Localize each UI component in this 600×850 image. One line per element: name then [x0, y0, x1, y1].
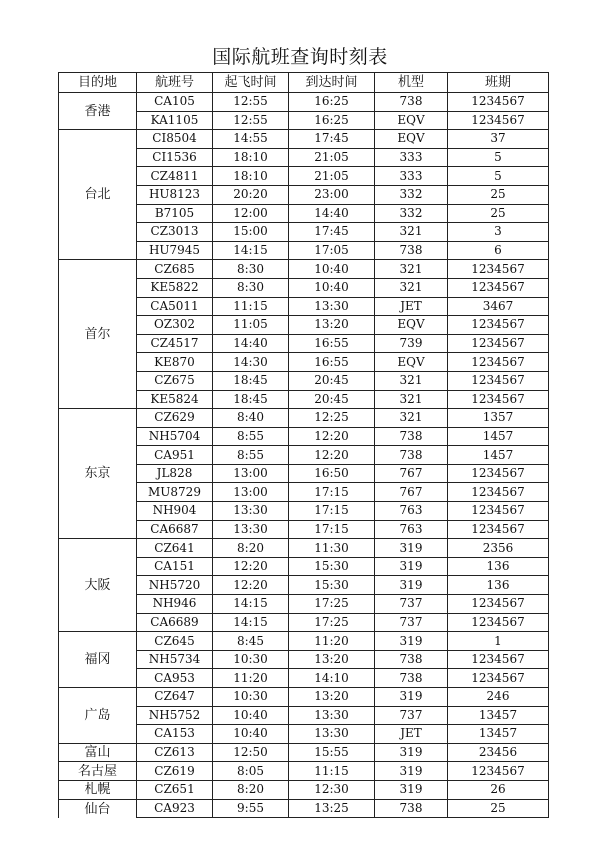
departure-time-cell: 8:40 [213, 409, 289, 428]
destination-cell: 首尔 [59, 260, 137, 409]
schedule-days-cell: 1234567 [448, 111, 549, 130]
aircraft-type-cell: 321 [375, 390, 448, 409]
arrival-time-cell: 17:15 [289, 520, 375, 539]
arrival-time-cell: 12:20 [289, 427, 375, 446]
table-row [59, 409, 549, 428]
aircraft-type-cell: EQV [375, 316, 448, 335]
departure-time-cell: 13:30 [213, 502, 289, 521]
arrival-time-cell: 15:30 [289, 557, 375, 576]
departure-time-cell: 12:55 [213, 111, 289, 130]
departure-time-cell: 18:10 [213, 167, 289, 186]
table-row [59, 688, 549, 707]
table-row [59, 130, 549, 149]
schedule-days-cell: 1234567 [448, 353, 549, 372]
schedule-days-cell: 136 [448, 557, 549, 576]
schedule-days-cell: 25 [448, 204, 549, 223]
departure-time-cell: 18:45 [213, 371, 289, 390]
header-row [59, 73, 549, 93]
arrival-time-cell: 16:55 [289, 334, 375, 353]
aircraft-type-cell: JET [375, 725, 448, 744]
aircraft-type-cell: EQV [375, 111, 448, 130]
aircraft-type-cell: 763 [375, 520, 448, 539]
flight-number-cell: CA151 [137, 557, 213, 576]
schedule-days-cell: 1234567 [448, 260, 549, 279]
header-arrival-time: 到达时间 [289, 73, 375, 93]
arrival-time-cell: 13:30 [289, 706, 375, 725]
flight-number-cell: B7105 [137, 204, 213, 223]
departure-time-cell: 18:10 [213, 148, 289, 167]
departure-time-cell: 12:55 [213, 93, 289, 112]
aircraft-type-cell: 738 [375, 669, 448, 688]
destination-cell: 东京 [59, 409, 137, 539]
schedule-days-cell: 1234567 [448, 278, 549, 297]
departure-time-cell: 13:00 [213, 464, 289, 483]
aircraft-type-cell: 739 [375, 334, 448, 353]
destination-cell: 仙台 [59, 799, 137, 818]
aircraft-type-cell: 767 [375, 483, 448, 502]
flight-number-cell: KA1105 [137, 111, 213, 130]
arrival-time-cell: 13:20 [289, 650, 375, 669]
header-destination: 目的地 [59, 73, 137, 93]
flight-number-cell: CI1536 [137, 148, 213, 167]
departure-time-cell: 14:15 [213, 241, 289, 260]
aircraft-type-cell: 321 [375, 371, 448, 390]
aircraft-type-cell: 767 [375, 464, 448, 483]
aircraft-type-cell: 319 [375, 539, 448, 558]
schedule-days-cell: 1234567 [448, 371, 549, 390]
aircraft-type-cell: 737 [375, 595, 448, 614]
schedule-days-cell: 246 [448, 688, 549, 707]
schedule-days-cell: 1234567 [448, 483, 549, 502]
flight-number-cell: CA5011 [137, 297, 213, 316]
flight-number-cell: CZ3013 [137, 223, 213, 242]
departure-time-cell: 10:40 [213, 706, 289, 725]
table-row [59, 539, 549, 558]
flight-number-cell: CA951 [137, 446, 213, 465]
departure-time-cell: 10:30 [213, 688, 289, 707]
aircraft-type-cell: 321 [375, 409, 448, 428]
schedule-days-cell: 1234567 [448, 613, 549, 632]
schedule-days-cell: 1234567 [448, 334, 549, 353]
aircraft-type-cell: 332 [375, 204, 448, 223]
destination-cell: 广岛 [59, 688, 137, 744]
flight-number-cell: CZ641 [137, 539, 213, 558]
header-departure-time: 起飞时间 [213, 73, 289, 93]
flight-number-cell: NH904 [137, 502, 213, 521]
flight-number-cell: CA105 [137, 93, 213, 112]
aircraft-type-cell: 738 [375, 427, 448, 446]
flight-number-cell: CA953 [137, 669, 213, 688]
table-row [59, 799, 549, 818]
arrival-time-cell: 16:50 [289, 464, 375, 483]
schedule-days-cell: 1 [448, 632, 549, 651]
table-row [59, 632, 549, 651]
arrival-time-cell: 17:15 [289, 483, 375, 502]
aircraft-type-cell: 319 [375, 688, 448, 707]
schedule-days-cell: 1234567 [448, 520, 549, 539]
departure-time-cell: 15:00 [213, 223, 289, 242]
arrival-time-cell: 13:25 [289, 799, 375, 818]
departure-time-cell: 14:15 [213, 613, 289, 632]
arrival-time-cell: 11:30 [289, 539, 375, 558]
schedule-days-cell: 1457 [448, 427, 549, 446]
table-row [59, 743, 549, 762]
flight-number-cell: NH5704 [137, 427, 213, 446]
departure-time-cell: 13:00 [213, 483, 289, 502]
destination-cell: 富山 [59, 743, 137, 762]
departure-time-cell: 10:30 [213, 650, 289, 669]
table-row [59, 780, 549, 799]
schedule-days-cell: 3467 [448, 297, 549, 316]
schedule-days-cell: 37 [448, 130, 549, 149]
schedule-days-cell: 25 [448, 185, 549, 204]
arrival-time-cell: 17:45 [289, 223, 375, 242]
arrival-time-cell: 15:30 [289, 576, 375, 595]
aircraft-type-cell: 319 [375, 780, 448, 799]
aircraft-type-cell: 738 [375, 650, 448, 669]
schedule-days-cell: 136 [448, 576, 549, 595]
schedule-days-cell: 3 [448, 223, 549, 242]
flight-number-cell: KE5824 [137, 390, 213, 409]
schedule-days-cell: 13457 [448, 725, 549, 744]
arrival-time-cell: 16:25 [289, 93, 375, 112]
arrival-time-cell: 14:10 [289, 669, 375, 688]
arrival-time-cell: 12:20 [289, 446, 375, 465]
schedule-days-cell: 5 [448, 167, 549, 186]
table-row [59, 260, 549, 279]
aircraft-type-cell: 333 [375, 167, 448, 186]
aircraft-type-cell: 737 [375, 706, 448, 725]
departure-time-cell: 8:55 [213, 427, 289, 446]
departure-time-cell: 12:00 [213, 204, 289, 223]
flight-number-cell: CZ647 [137, 688, 213, 707]
departure-time-cell: 14:55 [213, 130, 289, 149]
flight-number-cell: CA153 [137, 725, 213, 744]
departure-time-cell: 20:20 [213, 185, 289, 204]
flight-number-cell: KE870 [137, 353, 213, 372]
destination-cell: 札幌 [59, 780, 137, 799]
flight-number-cell: NH5734 [137, 650, 213, 669]
schedule-days-cell: 1357 [448, 409, 549, 428]
flight-number-cell: HU7945 [137, 241, 213, 260]
flight-number-cell: CZ629 [137, 409, 213, 428]
schedule-days-cell: 1234567 [448, 502, 549, 521]
arrival-time-cell: 20:45 [289, 390, 375, 409]
departure-time-cell: 12:50 [213, 743, 289, 762]
arrival-time-cell: 10:40 [289, 278, 375, 297]
arrival-time-cell: 12:25 [289, 409, 375, 428]
schedule-days-cell: 1234567 [448, 390, 549, 409]
aircraft-type-cell: 319 [375, 743, 448, 762]
arrival-time-cell: 20:45 [289, 371, 375, 390]
departure-time-cell: 8:30 [213, 260, 289, 279]
departure-time-cell: 8:30 [213, 278, 289, 297]
table-row [59, 93, 549, 112]
arrival-time-cell: 17:15 [289, 502, 375, 521]
aircraft-type-cell: 333 [375, 148, 448, 167]
page-title: 国际航班查询时刻表 [212, 46, 388, 68]
schedule-days-cell: 1234567 [448, 595, 549, 614]
schedule-days-cell: 23456 [448, 743, 549, 762]
arrival-time-cell: 15:55 [289, 743, 375, 762]
arrival-time-cell: 21:05 [289, 167, 375, 186]
aircraft-type-cell: EQV [375, 130, 448, 149]
arrival-time-cell: 12:30 [289, 780, 375, 799]
aircraft-type-cell: 738 [375, 446, 448, 465]
departure-time-cell: 11:05 [213, 316, 289, 335]
flight-schedule-table [58, 72, 549, 818]
aircraft-type-cell: 319 [375, 762, 448, 781]
aircraft-type-cell: 738 [375, 799, 448, 818]
table-body [59, 73, 549, 818]
flight-number-cell: CZ685 [137, 260, 213, 279]
flight-number-cell: CA6689 [137, 613, 213, 632]
flight-number-cell: NH5720 [137, 576, 213, 595]
arrival-time-cell: 11:15 [289, 762, 375, 781]
schedule-days-cell: 1234567 [448, 316, 549, 335]
schedule-days-cell: 13457 [448, 706, 549, 725]
aircraft-type-cell: 332 [375, 185, 448, 204]
aircraft-type-cell: 738 [375, 93, 448, 112]
departure-time-cell: 12:20 [213, 576, 289, 595]
aircraft-type-cell: 319 [375, 576, 448, 595]
departure-time-cell: 11:20 [213, 669, 289, 688]
aircraft-type-cell: 737 [375, 613, 448, 632]
departure-time-cell: 8:45 [213, 632, 289, 651]
flight-number-cell: CZ619 [137, 762, 213, 781]
destination-cell: 福冈 [59, 632, 137, 688]
arrival-time-cell: 13:20 [289, 316, 375, 335]
flight-number-cell: HU8123 [137, 185, 213, 204]
departure-time-cell: 13:30 [213, 520, 289, 539]
schedule-days-cell: 6 [448, 241, 549, 260]
arrival-time-cell: 13:30 [289, 297, 375, 316]
schedule-days-cell: 5 [448, 148, 549, 167]
departure-time-cell: 8:05 [213, 762, 289, 781]
flight-number-cell: JL828 [137, 464, 213, 483]
flight-number-cell: NH5752 [137, 706, 213, 725]
destination-cell: 香港 [59, 93, 137, 130]
flight-number-cell: OZ302 [137, 316, 213, 335]
arrival-time-cell: 23:00 [289, 185, 375, 204]
schedule-days-cell: 1234567 [448, 464, 549, 483]
header-schedule-days: 班期 [448, 73, 549, 93]
arrival-time-cell: 16:55 [289, 353, 375, 372]
departure-time-cell: 11:15 [213, 297, 289, 316]
arrival-time-cell: 17:25 [289, 595, 375, 614]
flight-number-cell: CZ645 [137, 632, 213, 651]
arrival-time-cell: 16:25 [289, 111, 375, 130]
departure-time-cell: 10:40 [213, 725, 289, 744]
flight-number-cell: CZ4517 [137, 334, 213, 353]
arrival-time-cell: 17:25 [289, 613, 375, 632]
schedule-days-cell: 1457 [448, 446, 549, 465]
arrival-time-cell: 11:20 [289, 632, 375, 651]
flight-number-cell: KE5822 [137, 278, 213, 297]
flight-number-cell: CZ651 [137, 780, 213, 799]
schedule-days-cell: 1234567 [448, 762, 549, 781]
destination-cell: 名古屋 [59, 762, 137, 781]
aircraft-type-cell: 763 [375, 502, 448, 521]
schedule-days-cell: 2356 [448, 539, 549, 558]
arrival-time-cell: 10:40 [289, 260, 375, 279]
schedule-days-cell: 25 [448, 799, 549, 818]
departure-time-cell: 12:20 [213, 557, 289, 576]
departure-time-cell: 9:55 [213, 799, 289, 818]
departure-time-cell: 14:40 [213, 334, 289, 353]
flight-number-cell: CZ4811 [137, 167, 213, 186]
arrival-time-cell: 13:20 [289, 688, 375, 707]
departure-time-cell: 8:20 [213, 780, 289, 799]
flight-number-cell: CI8504 [137, 130, 213, 149]
schedule-days-cell: 1234567 [448, 93, 549, 112]
flight-number-cell: CA6687 [137, 520, 213, 539]
schedule-days-cell: 26 [448, 780, 549, 799]
arrival-time-cell: 17:45 [289, 130, 375, 149]
departure-time-cell: 8:20 [213, 539, 289, 558]
departure-time-cell: 14:30 [213, 353, 289, 372]
aircraft-type-cell: 319 [375, 557, 448, 576]
arrival-time-cell: 21:05 [289, 148, 375, 167]
aircraft-type-cell: EQV [375, 353, 448, 372]
schedule-days-cell: 1234567 [448, 650, 549, 669]
departure-time-cell: 14:15 [213, 595, 289, 614]
flight-number-cell: NH946 [137, 595, 213, 614]
departure-time-cell: 18:45 [213, 390, 289, 409]
schedule-days-cell: 1234567 [448, 669, 549, 688]
arrival-time-cell: 14:40 [289, 204, 375, 223]
destination-cell: 台北 [59, 130, 137, 260]
flight-number-cell: CA923 [137, 799, 213, 818]
header-flight-number: 航班号 [137, 73, 213, 93]
flight-number-cell: CZ675 [137, 371, 213, 390]
header-aircraft-type: 机型 [375, 73, 448, 93]
destination-cell: 大阪 [59, 539, 137, 632]
departure-time-cell: 8:55 [213, 446, 289, 465]
arrival-time-cell: 17:05 [289, 241, 375, 260]
flight-number-cell: MU8729 [137, 483, 213, 502]
table-row [59, 762, 549, 781]
aircraft-type-cell: 321 [375, 260, 448, 279]
arrival-time-cell: 13:30 [289, 725, 375, 744]
aircraft-type-cell: 738 [375, 241, 448, 260]
aircraft-type-cell: 321 [375, 278, 448, 297]
flight-number-cell: CZ613 [137, 743, 213, 762]
aircraft-type-cell: 321 [375, 223, 448, 242]
aircraft-type-cell: 319 [375, 632, 448, 651]
aircraft-type-cell: JET [375, 297, 448, 316]
